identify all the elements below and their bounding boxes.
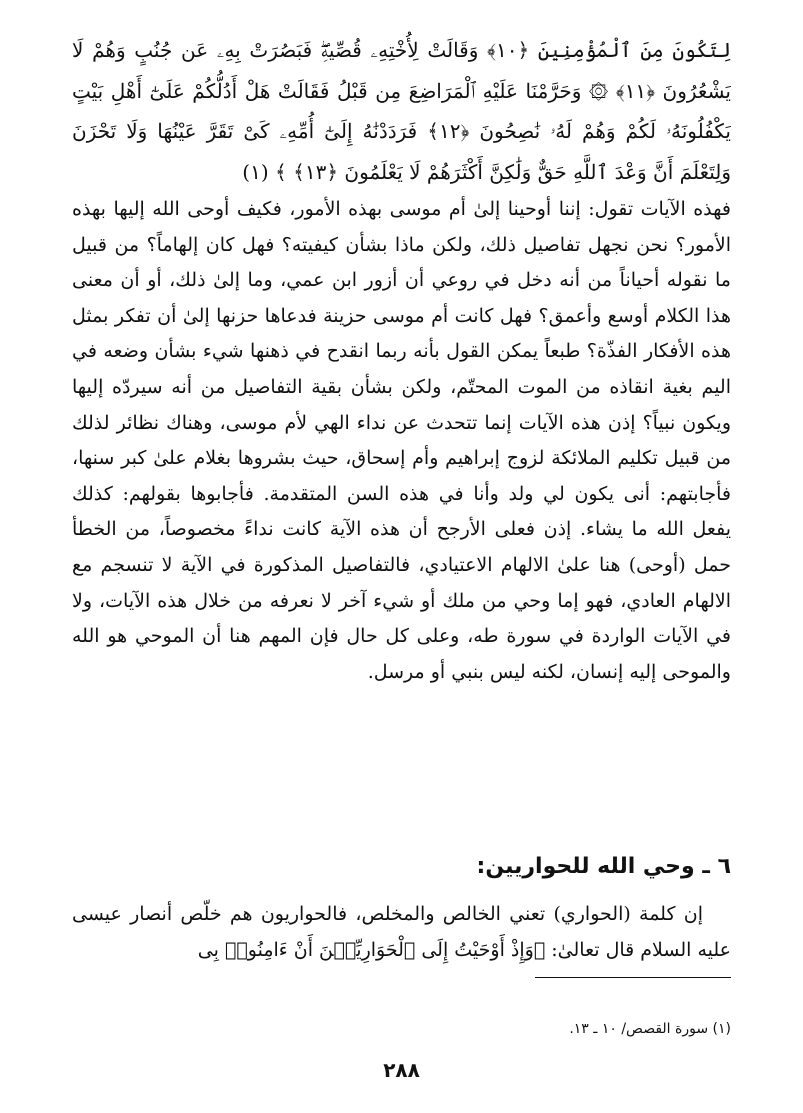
intro-paragraph: إن كلمة (الحواري) تعني الخالص والمخلص، فالحواريون هم خلّص أنصار عيسى عليه السلام قال تعالىٰ: ﴿وَإِذْ أَوْحَيْتُ إِلَى ٱلْحَوَارِيِّـۧنَ أَنْ ءَامِنُوا۟ بِى: [72, 903, 731, 961]
page-content: [72, 30, 731, 970]
footnote-divider: [535, 977, 731, 978]
page-number: ٢٨٨: [383, 1058, 420, 1082]
footnote: (١) سورة القصص/ ١٠ ـ ١٣.: [569, 1021, 731, 1037]
body-paragraph: فهذه الآيات تقول: إننا أوحينا إلىٰ أم موسى بهذه الأمور، فكيف أوحى الله إليها بهذه الأمور؟ نحن نجهل تفاصيل ذلك، ولكن ماذا بشأن كيفيته؟ فهل كان إلهاماً؟ من قبيل ما نقوله أحياناً من أنه دخل في روعي أن أزور ابن عمي، وما إلىٰ ذلك، أو أن معنى هذا الكلام أوسع وأعمق؟ فهل كانت أم موسى حزينة فدعاها حزنها إلىٰ أن تفكر بمثل هذه الأفكار الفذّة؟ طبعاً يمكن القول بأنه ربما انقدح في ذهنها شيء بشأن وضعه في اليم بغية انقاذه من الموت المحتّم، ولكن بشأن بقية التفاصيل من أنه سيردّه إليها ويكون نبياً؟ إذن هذه الآيات إنما تتحدث عن نداء الهي لأم موسى، وهناك نظائر لذلك من قبيل تكليم الملائكة لزوج إبراهيم وأم إسحاق، حيث بشروها بغلام علىٰ كبر سنها، فأجابتهم: أنى يكون لي ولد وأنا في هذه السن المتقدمة. فأجابوها بقولهم: كذلك يفعل الله ما يشاء. إذن فعلى الأرجح أن هذه الآية كانت نداءً مخصوصاً، من الخطأ حمل (أوحى) هنا علىٰ الالهام الاعتيادي، فالتفاصيل المذكورة في الآية لا تنسجم مع الالهام العادي، فهو إما وحي من ملك أو شيء آخر لا نعرفه من خلال هذه الآيات، ولا في الآيات الواردة في سورة طه، وعلى كل حال فإن المهم هنا أن الموحي هو الله والموحى إليه إنسان، لكنه ليس بنبي أو مرسل.: [72, 198, 731, 683]
section-heading: ٦ ـ وحي الله للحواريين:: [476, 854, 731, 879]
quran-passage: لِتَكُونَ مِنَ ٱلْمُؤْمِنِينَ ﴿١٠﴾ وَقَالَتْ لِأُخْتِهِۦ قُصِّيهِۖ فَبَصُرَتْ بِهِۦ عَن جُنُبٍ وَهُمْ لَا يَشْعُرُونَ ﴿١١﴾ ۞ وَحَرَّمْنَا عَلَيْهِ ٱلْمَرَاضِعَ مِن قَبْلُ فَقَالَتْ هَلْ أَدُلُّكُمْ عَلَىٰٓ أَهْلِ بَيْتٍ يَكْفُلُونَهُۥ لَكُمْ وَهُمْ لَهُۥ نَٰصِحُونَ ﴿١٢﴾ فَرَدَدْنَٰهُ إِلَىٰٓ أُمِّهِۦ كَىْ تَقَرَّ عَيْنُهَا وَلَا تَحْزَنَ وَلِتَعْلَمَ أَنَّ وَعْدَ ٱللَّهِ حَقٌّ وَلَٰكِنَّ أَكْثَرَهُمْ لَا يَعْلَمُونَ ﴿١٣﴾ ﴾ (١): [72, 38, 731, 184]
